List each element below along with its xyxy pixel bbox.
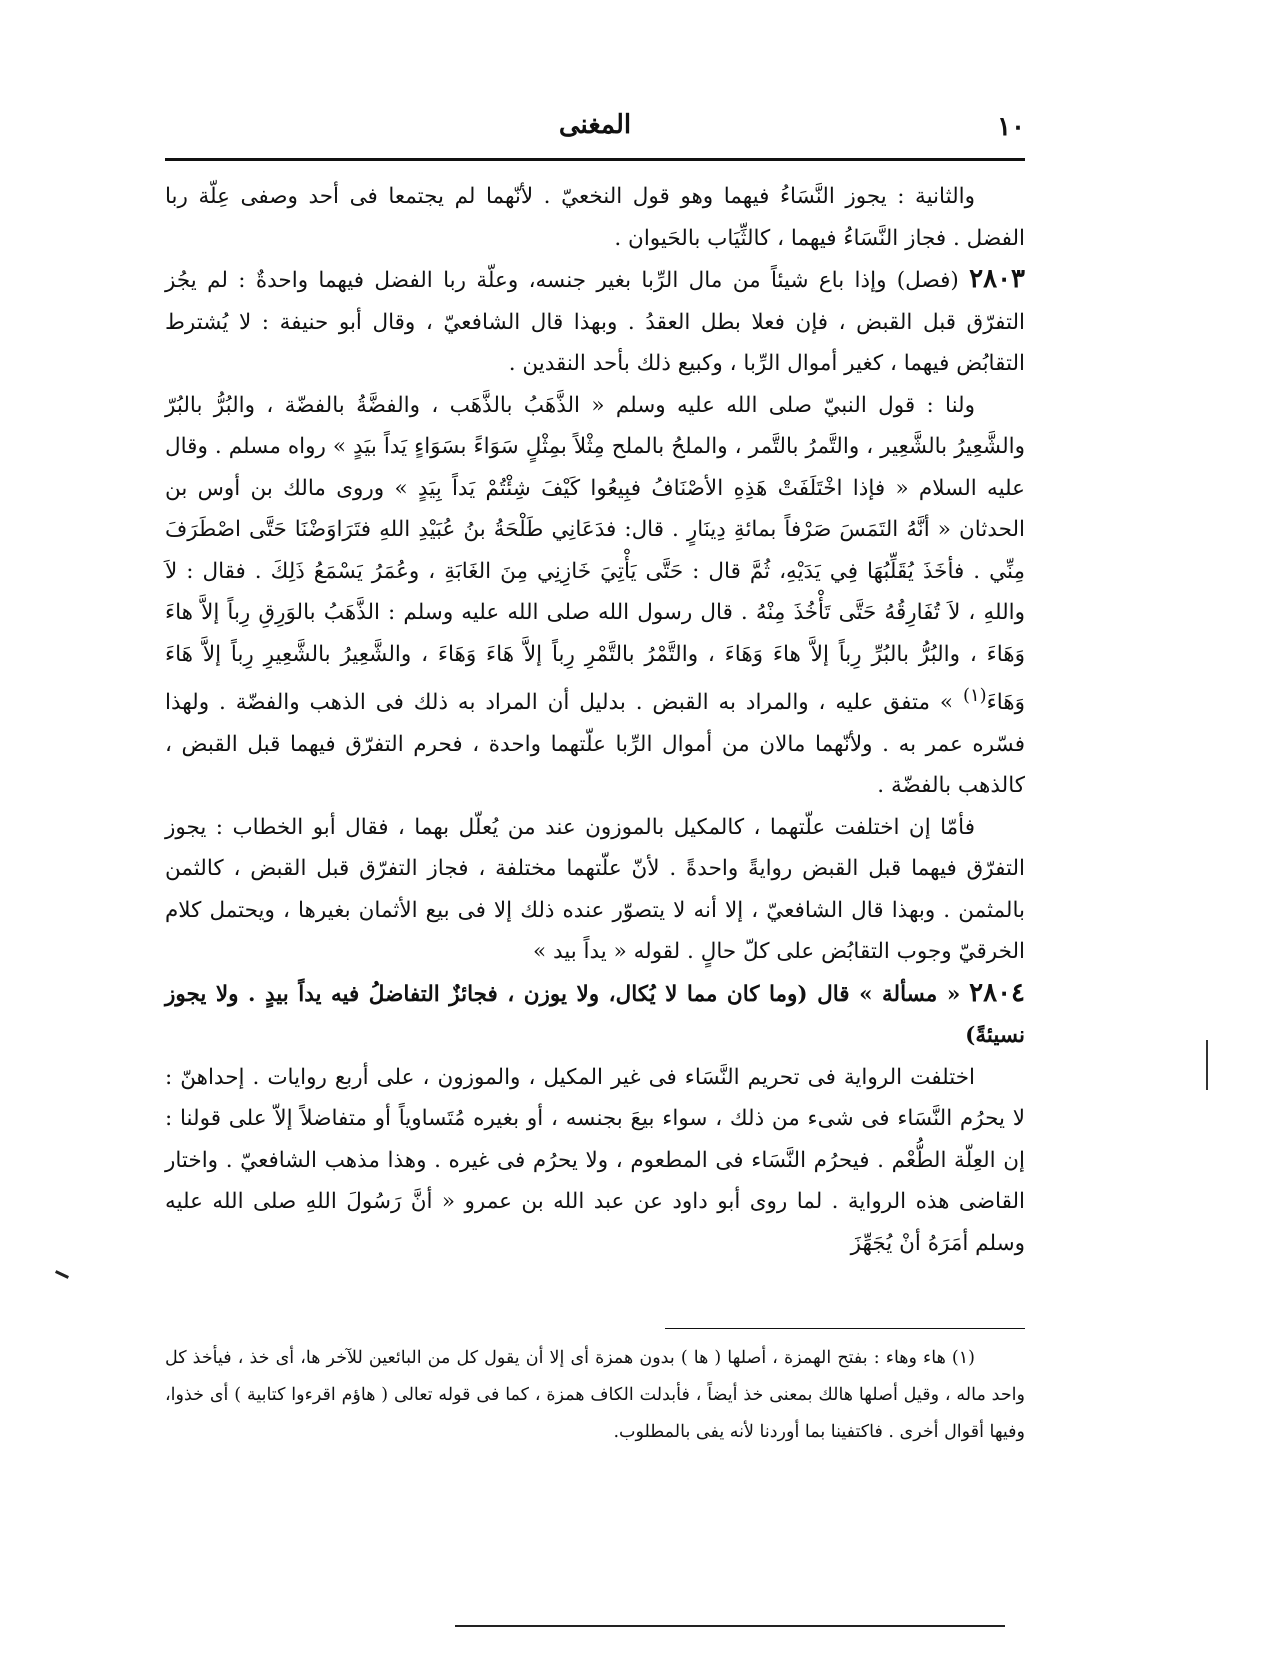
paragraph-2-text: (فصل) وإذا باع شيئاً من مال الرِّبا بغير جنسه، وعلّة ربا الفضل فيهما واحدةٌ : لم يجُز التفرّق قبل القبض ، فإن فعلا بطل العقدُ . وبهذا قال الشافعيّ ، وقال أبو حنيفة : لا يُشترط التقابُض فيهما ، كغير أموال الرِّبا ، وكبيع ذلك بأحد النقدين . <box>165 268 1025 376</box>
paragraph-6: اختلفت الرواية فى تحريم النَّسَاء فى غير المكيل ، والموزون ، على أربع روايات . إحداهنّ : لا يحرُم النَّسَاء فى شىء من ذلك ، سواء بيعَ بجنسه ، أو بغيره مُتَساوياً أو متفاضلاً إلاّ على قولنا : إن العِلّة الطُّعْم . فيحرُم النَّسَاء فى المطعوم ، ولا يحرُم فى غيره . وهذا مذهب الشافعيّ . واختار القاضى هذه الرواية . لما روى أبو داود عن عبد الله بن عمرو « أنَّ رَسُولَ اللهِ صلى الله عليه وسلم أمَرَهُ أنْ يُجَهِّزَ <box>165 1064 1025 1256</box>
footnote-marker: (١) <box>962 685 987 706</box>
paragraph-2 <box>165 259 1025 385</box>
bottom-rule <box>455 1625 1005 1627</box>
paragraph-3-text: ولنا : قول النبيّ صلى الله عليه وسلم « الذَّهَبُ بالذَّهَب ، والفضَّةُ بالفضّة ، والبُرُّ بالبُرّ والشَّعِيرُ بالشَّعِير ، والتَّمرُ بالتَّمر ، والملحُ بالملح مِثْلاً بمِثْلٍ سَوَاءً بسَوَاءٍ يَداً بيَدٍ » رواه مسلم . وقال عليه السلام « فإذا اخْتَلَفَتْ هَذِهِ الأصْنَافُ فبِيعُوا كَيْفَ شِئْتُمْ يَداً بِيَدٍ » وروى مالك بن أوس بن الحدثان « أنَّهُ التَمَسَ صَرْفاً بمائةِ دِينَارٍ . قال: فدَعَانِي طَلْحَةُ بنُ عُبَيْدِ اللهِ فتَرَاوَضْنَا حَتَّى اصْطَرَفَ مِنِّي . فأخَذَ يُقَلِّبُهَا فِي يَدَيْهِ، ثُمَّ قال : حَتَّى يَأْتِيَ خَازِنِي مِنَ الغَابَةِ ، وعُمَرُ يَسْمَعُ ذَلِكَ . فقال : لاَ واللهِ ، لاَ تُفَارِقُهُ حَتَّى تَأْخُذَ مِنْهُ . قال رسول الله صلى الله عليه وسلم : الذَّهَبُ بالوَرِقِ رِباً إلاَّ هاءَ وَهَاءَ ، والبُرُّ بالبُرِّ رِباً إلاَّ هاءَ وَهَاءَ ، والتَّمْرُ بالتَّمْرِ رِباً إلاَّ هَاءَ وَهَاءَ ، والشَّعِيرُ بالشَّعِيرِ رِباً إلاَّ هَاءَ وَهَاءَ <box>165 392 1025 716</box>
footnote-rule <box>665 1328 1025 1329</box>
footnotes <box>165 1340 1025 1451</box>
masala-heading: « مسألة » قال (وما كان مما لا يُكال، ولا يوزن ، فجائزٌ التفاضلُ فيه يداً بيدٍ . ولا يجوز نسيئةً) <box>165 981 1025 1049</box>
running-title: المغنى <box>558 110 632 140</box>
page-header <box>165 108 1025 154</box>
paragraph-3-end: » متفق عليه ، والمراد به القبض . بدليل أن المراد به ذلك فى الذهب والفضّة . ولهذا فسّره عمر به . ولأنّهما مالان من أموال الرِّبا علّتهما واحدة ، فحرم التفرّق فيهما قبل القبض ، كالذهب بالفضّة . <box>165 690 1025 799</box>
page-number: ١٠ <box>997 112 1025 142</box>
paragraph-5 <box>165 973 1025 1057</box>
margin-mark <box>1206 1040 1208 1090</box>
section-number-2804: ٢٨٠٤ <box>969 977 1025 1008</box>
paragraph-3 <box>165 385 1025 807</box>
paragraph-4: فأمّا إن اختلفت علّتهما ، كالمكيل بالموزون عند من يُعلّل بهما ، فقال أبو الخطاب : يجوز التفرّق فيهما قبل القبض روايةً واحدةً . لأنّ علّتهما مختلفة ، فجاز التفرّق قبل القبض ، كالثمن بالمثمن . وبهذا قال الشافعيّ ، إلا أنه لا يتصوّر عنده ذلك إلا فى بيع الأثمان بغيرها ، ويحتمل كلام الخرقيّ وجوب التقابُض على كلّ حالٍ . لقوله « يداً بيد » <box>165 814 1025 965</box>
main-text <box>165 176 1025 1264</box>
footnote-1: (١) هاء وهاء : بفتح الهمزة ، أصلها ( ها ) بدون همزة أى إلا أن يقول كل من البائعين للآخر ها، أى خذ ، فيأخذ كل واحد ماله ، وقيل أصلها هالك بمعنى خذ أيضاً ، فأبدلت الكاف همزة ، كما فى قوله تعالى ( هاؤم اقرءوا كتابية ) أى خذوا، وفيها أقوال أخرى . فاكتفينا بما أوردنا لأنه يفى بالمطلوب. <box>165 1348 1025 1442</box>
paragraph-1: والثانية : يجوز النَّسَاءُ فيهما وهو قول النخعيّ . لأنّهما لم يجتمعا فى أحد وصفى عِلّة ربا الفضل . فجاز النَّسَاءُ فيهما ، كالثِّيَاب بالحَيوان . <box>165 184 1025 251</box>
margin-tick <box>55 1270 69 1279</box>
section-number-2803: ٢٨٠٣ <box>969 264 1025 294</box>
header-rule <box>165 158 1025 161</box>
